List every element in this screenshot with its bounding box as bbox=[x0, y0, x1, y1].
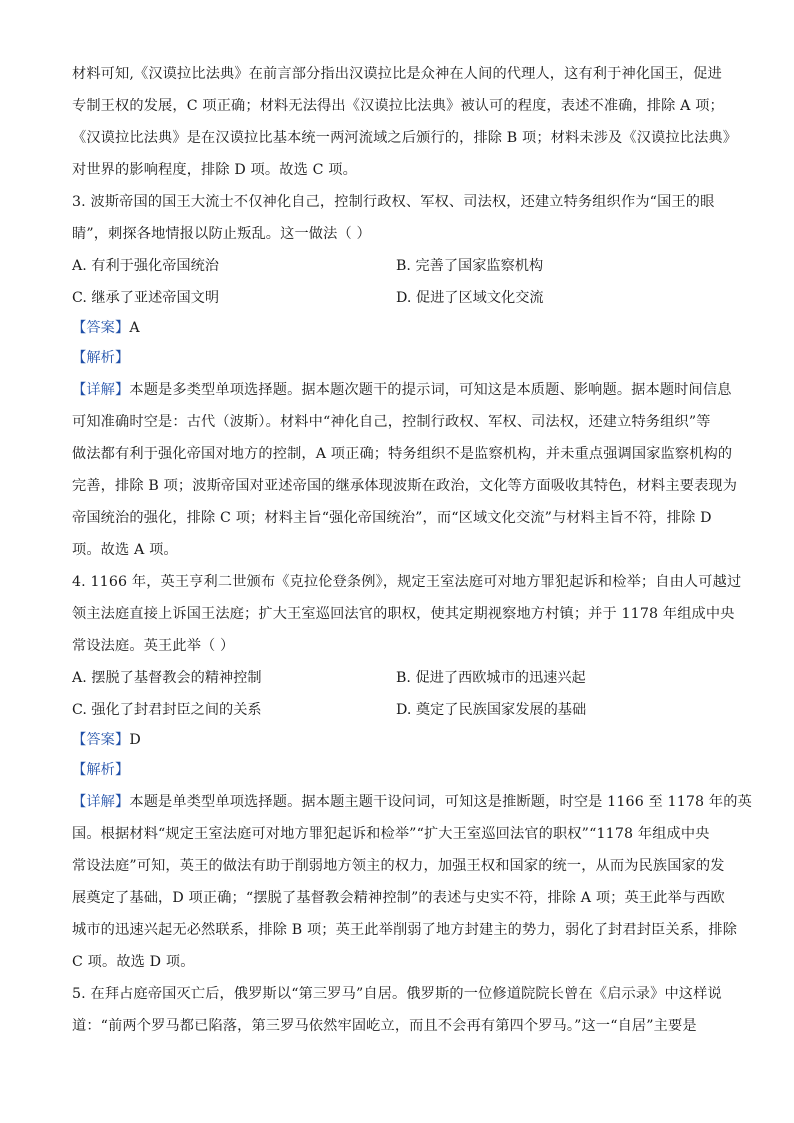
question-4-detail: 常设法庭”可知，英王的做法有助于削弱地方领主的权力，加强王权和国家的统一，从而为民族国家的发 bbox=[72, 858, 725, 874]
question-4-option-d: D. 奠定了民族国家发展的基础 bbox=[396, 702, 587, 718]
question-3-detail: 完善，排除 B 项；波斯帝国对亚述帝国的继承体现波斯在政治，文化等方面吸收其特色，材料主要表现为 bbox=[72, 478, 738, 494]
paragraph-line: 对世界的影响程度，排除 D 项。故选 C 项。 bbox=[72, 162, 357, 178]
answer-tag: 【答案】 bbox=[72, 732, 130, 748]
question-4-analysis bbox=[72, 760, 732, 780]
detail-text: 本题是多类型单项选择题。据本题次题干的提示词，可知这是本质题、影响题。据本题时间信息 bbox=[129, 382, 732, 398]
question-4-detail: 展奠定了基础，D 项正确；“摆脱了基督教会精神控制”的表述与史实不符，排除 A 项；英王此举与西欧 bbox=[72, 890, 725, 906]
question-3-detail bbox=[72, 380, 732, 400]
question-4-stem: 4. 1166 年，英王亨利二世颁布《克拉伦登条例》，规定王室法庭可对地方罪犯起诉和检举；自由人可越过 bbox=[72, 574, 742, 590]
detail-tag: 【详解】 bbox=[72, 794, 130, 810]
question-4-answer bbox=[72, 730, 732, 750]
question-3-option-b: B. 完善了国家监察机构 bbox=[396, 258, 544, 274]
question-3-analysis bbox=[72, 348, 732, 368]
question-5-stem: 5. 在拜占庭帝国灭亡后，俄罗斯以“第三罗马”自居。俄罗斯的一位修道院院长曾在《启示录》中这样说 bbox=[72, 986, 722, 1002]
question-3-detail: 做法都有利于强化帝国对地方的控制，A 项正确；特务组织不是监察机构，并未重点强调国家监察机构的 bbox=[72, 446, 733, 462]
question-3-stem: 睛”，刺探各地情报以防止叛乱。这一做法（ ） bbox=[72, 226, 371, 242]
question-3-detail: 帝国统治的强化，排除 C 项；材料主旨“强化帝国统治”，而“区域文化交流”与材料主旨不符，排除 D bbox=[72, 510, 712, 526]
analysis-tag: 【解析】 bbox=[72, 350, 130, 366]
detail-text: 本题是单类型单项选择题。据本题主题干设问词，可知这是推断题，时空是 1166 至 1178 年的英 bbox=[129, 794, 752, 810]
paragraph-line: 《汉谟拉比法典》是在汉谟拉比基本统一两河流域之后颁行的，排除 B 项；材料未涉及《汉谟拉比法典》 bbox=[72, 130, 738, 146]
question-3-detail: 项。故选 A 项。 bbox=[72, 542, 178, 558]
question-3-detail: 可知准确时空是：古代（波斯）。材料中“神化自己，控制行政权、军权、司法权，还建立特务组织”等 bbox=[72, 414, 711, 430]
question-4-option-b: B. 促进了西欧城市的迅速兴起 bbox=[396, 670, 586, 686]
question-4-detail: C 项。故选 D 项。 bbox=[72, 954, 195, 970]
analysis-tag: 【解析】 bbox=[72, 762, 130, 778]
question-4-option-c: C. 强化了封君封臣之间的关系 bbox=[72, 702, 262, 718]
answer-value: A bbox=[129, 320, 140, 336]
question-4-detail: 国。根据材料“规定王室法庭可对地方罪犯起诉和检举”“扩大王室巡回法官的职权”“1178 年组成中央 bbox=[72, 826, 710, 842]
question-4-stem: 常设法庭。英王此举（ ） bbox=[72, 638, 235, 654]
question-5-stem: 道：“前两个罗马都已陷落，第三罗马依然牢固屹立，而且不会再有第四个罗马。”这一“自居”主要是 bbox=[72, 1018, 697, 1034]
paragraph-line: 专制王权的发展，C 项正确；材料无法得出《汉谟拉比法典》被认可的程度，表述不准确，排除 A 项； bbox=[72, 98, 724, 114]
question-4-option-a: A. 摆脱了基督教会的精神控制 bbox=[72, 670, 262, 686]
question-3-option-d: D. 促进了区域文化交流 bbox=[396, 290, 544, 306]
question-3-option-a: A. 有利于强化帝国统治 bbox=[72, 258, 219, 274]
question-3-option-c: C. 继承了亚述帝国文明 bbox=[72, 290, 220, 306]
answer-value: D bbox=[129, 732, 141, 748]
detail-tag: 【详解】 bbox=[72, 382, 130, 398]
question-3-stem: 3. 波斯帝国的国王大流士不仅神化自己，控制行政权、军权、司法权，还建立特务组织作为“国王的眼 bbox=[72, 194, 715, 210]
question-4-detail bbox=[72, 792, 752, 812]
question-4-stem: 领主法庭直接上诉国王法庭；扩大王室巡回法官的职权，使其定期视察地方村镇；并于 1178 年组成中央 bbox=[72, 606, 735, 622]
paragraph-line: 材料可知,《汉谟拉比法典》在前言部分指出汉谟拉比是众神在人间的代理人，这有利于神化国王，促进 bbox=[72, 66, 722, 82]
answer-tag: 【答案】 bbox=[72, 320, 130, 336]
question-3-answer bbox=[72, 318, 732, 338]
question-4-detail: 城市的迅速兴起无必然联系，排除 B 项；英王此举削弱了地方封建主的势力，弱化了封君封臣关系，排除 bbox=[72, 922, 738, 938]
